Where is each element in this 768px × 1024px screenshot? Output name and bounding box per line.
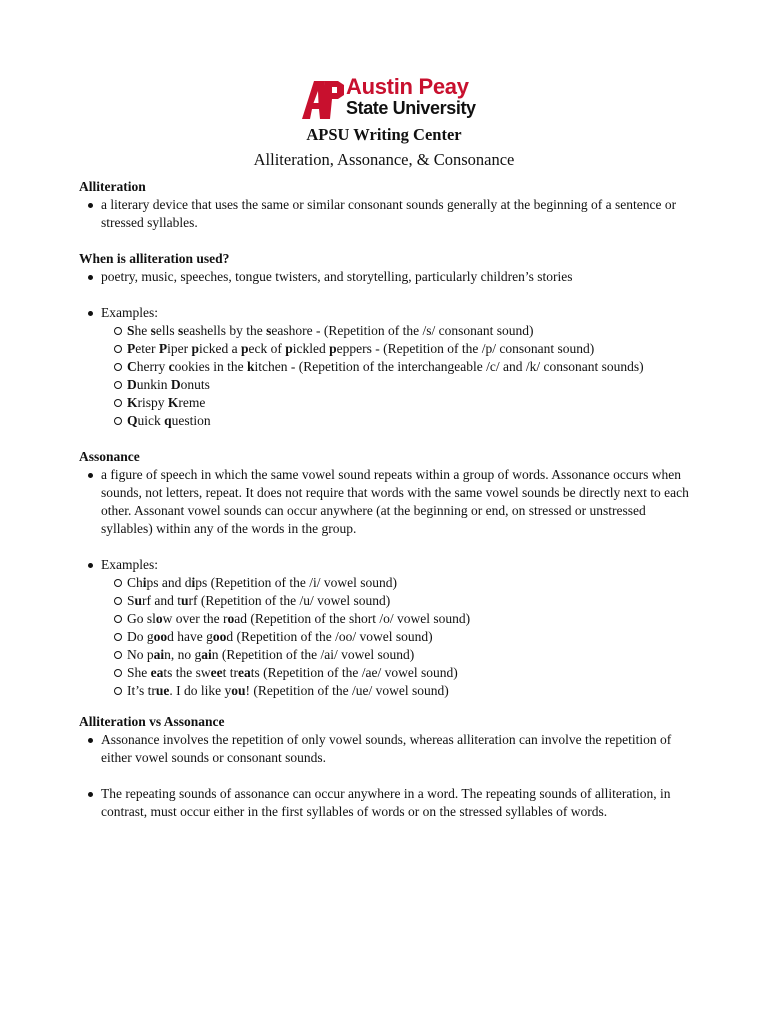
alliteration-definition-list [79,196,691,232]
examples-label [79,304,691,430]
assonance-definition: a figure of speech in which the same vowel sound repeats within a group of words. Assonance occurs when sounds, not letters, repeat. It does not require that words with the same vowel sounds be directly next to each other. Assonant vowel sounds can occur anywhere (at the beginning or end, on stressed or unstressed syllables) within any of the words in the group. [79,466,691,538]
list-item: Go slow over the road (Repetition of the short /o/ vowel sound) [101,610,691,628]
examples-label [79,556,691,700]
list-item: She eats the sweet treats (Repetition of the /ae/ vowel sound) [101,664,691,682]
examples-label-text: Examples: [101,557,158,572]
assonance-heading: Assonance [79,449,140,464]
list-item: Krispy Kreme [101,394,691,412]
alliteration-examples-list [79,304,691,430]
list-item: Surf and turf (Repetition of the /u/ vowel sound) [101,592,691,610]
logo-name-line1: Austin Peay [346,74,469,99]
list-item: No pain, no gain (Repetition of the /ai/ vowel sound) [101,646,691,664]
list-item: It’s true. I do like you! (Repetition of the /ue/ vowel sound) [101,682,691,700]
list-item: Quick question [101,412,691,430]
page-title: APSU Writing Center [306,125,462,144]
alliteration-definition: a literary device that uses the same or similar consonant sounds generally at the beginning of a sentence or stressed syllables. [79,196,691,232]
assonance-example-items [101,574,691,700]
apsu-logo [302,74,476,121]
document-body [79,178,691,821]
versus-heading: Alliteration vs Assonance [79,714,225,729]
alliteration-heading: Alliteration [79,179,146,194]
when-used-heading: When is alliteration used? [79,251,230,266]
logo-name-line2: State University [346,98,476,118]
assonance-definition-list [79,466,691,538]
versus-list [79,731,691,767]
versus-item: Assonance involves the repetition of only vowel sounds, whereas alliteration can involve the repetition of either vowel sounds or consonant sounds. [79,731,691,767]
list-item: She sells seashells by the seashore - (Repetition of the /s/ consonant sound) [101,322,691,340]
versus-list-2 [79,785,691,821]
list-item: Cherry cookies in the kitchen - (Repetition of the interchangeable /c/ and /k/ consonant sounds) [101,358,691,376]
versus-item: The repeating sounds of assonance can occur anywhere in a word. The repeating sounds of alliteration, in contrast, must occur either in the first syllables of words or on the stressed syllables of words. [79,785,691,821]
examples-label-text: Examples: [101,305,158,320]
when-used-item: poetry, music, speeches, tongue twisters, and storytelling, particularly children’s stories [79,268,691,286]
list-item: Do good have good (Repetition of the /oo/ vowel sound) [101,628,691,646]
page-subtitle: Alliteration, Assonance, & Consonance [253,150,515,169]
list-item: Peter Piper picked a peck of pickled peppers - (Repetition of the /p/ consonant sound) [101,340,691,358]
assonance-examples-list [79,556,691,700]
ap-monogram-icon [302,79,346,119]
list-item: Chips and dips (Repetition of the /i/ vowel sound) [101,574,691,592]
alliteration-example-items [101,322,691,430]
list-item: Dunkin Donuts [101,376,691,394]
when-used-list [79,268,691,286]
